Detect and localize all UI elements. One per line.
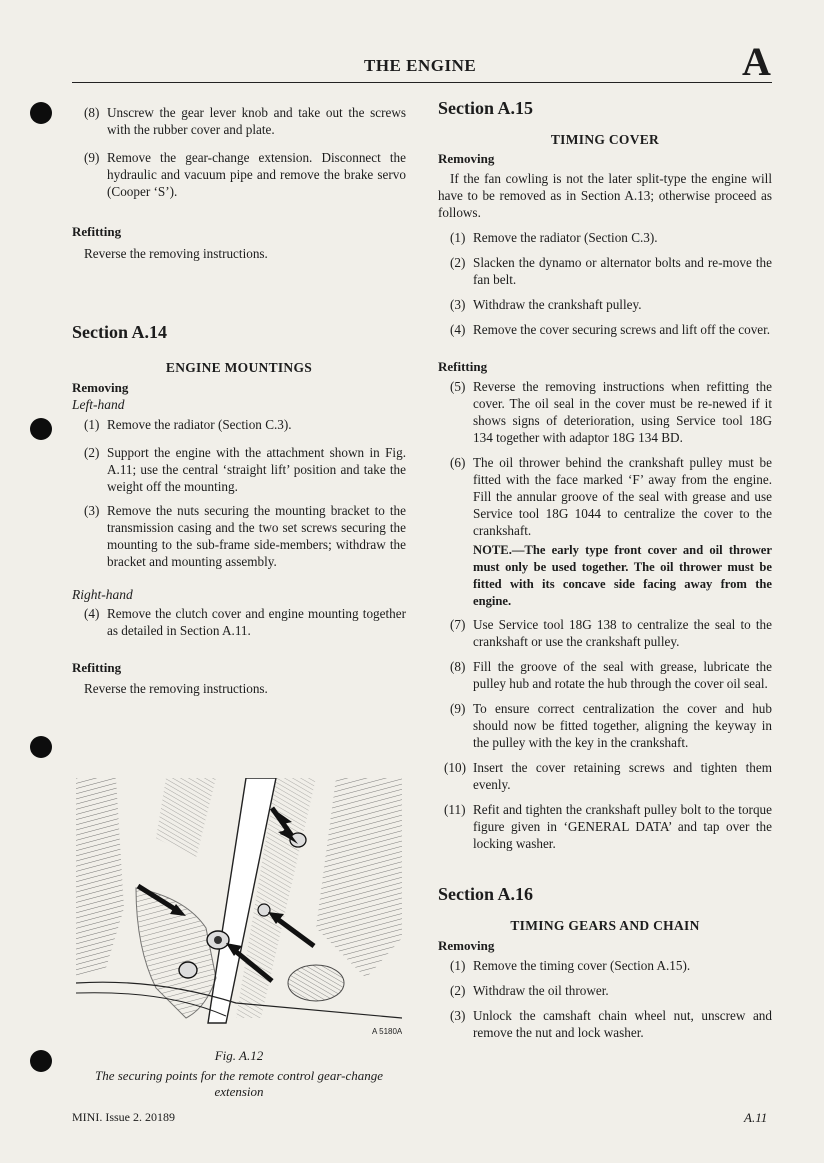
section-subtitle: TIMING COVER [550, 132, 660, 147]
note-paragraph: NOTE.—The early type front cover and oil thrower must only be used together. The oil thrower must be fitted with its concave side facing away from the engine. [473, 543, 772, 608]
section-title-a14: Section A.14 [72, 322, 168, 342]
left-column [72, 100, 406, 697]
step-item [438, 454, 772, 539]
step-text: Fill the groove of the seal with grease, lubricate the pulley hub and rotate the hub through the cover oil seal. [473, 659, 772, 691]
step-text: Slacken the dynamo or alternator bolts and re-move the fan belt. [473, 255, 772, 287]
chapter-letter: A [742, 39, 771, 84]
section-title-a16: Section A.16 [438, 884, 534, 904]
step-number: (11) [444, 802, 466, 817]
step-number: (3) [84, 503, 100, 518]
step-number: (3) [450, 297, 466, 312]
step-text: Reverse the removing instructions when refitting the cover. The oil seal in the cover must be re-newed if it shows signs of deterioration, using Service tool 18G 134 together with adaptor 18G 134 BD. [473, 379, 772, 445]
step-text: Remove the radiator (Section C.3). [107, 417, 292, 432]
step-text: Insert the cover retaining screws and tighten them evenly. [473, 760, 772, 792]
intro-paragraph: If the fan cowling is not the later split-type the engine will have to be removed as in Section A.13; otherwise proceed as follows. [438, 171, 772, 220]
step-number: (2) [450, 983, 466, 998]
step-item [438, 759, 772, 793]
figure-label: Fig. A.12 [214, 1048, 264, 1063]
step-number: (4) [450, 322, 466, 337]
step-item [438, 658, 772, 692]
section-title-a15: Section A.15 [438, 98, 534, 118]
step-text: Remove the radiator (Section C.3). [473, 230, 658, 245]
removing-heading: Removing [72, 380, 129, 395]
step-text: Remove the clutch cover and engine mounting together as detailed in Section A.11. [107, 606, 406, 638]
step-text: Refit and tighten the crankshaft pulley bolt to the torque figure given in ‘GENERAL DATA’ and tap over the locking washer. [473, 802, 772, 851]
step-number: (7) [450, 617, 466, 632]
step-item [438, 616, 772, 650]
step-number: (3) [450, 1008, 466, 1023]
binder-hole-icon [30, 102, 52, 124]
footer-issue: MINI. Issue 2. 20189 [72, 1110, 175, 1124]
step-text: Remove the cover securing screws and lift off the cover. [473, 322, 771, 337]
step-item [72, 502, 406, 570]
binder-hole-icon [30, 736, 52, 758]
step-item [72, 416, 406, 433]
binder-hole-icon [30, 418, 52, 440]
step-item [438, 229, 772, 246]
step-item [72, 444, 406, 495]
step-number: (5) [450, 379, 466, 394]
step-number: (8) [450, 659, 466, 674]
step-text: Remove the timing cover (Section A.15). [473, 958, 691, 973]
figure-caption-block [72, 1048, 406, 1100]
left-hand-heading: Left-hand [72, 397, 125, 412]
section-subtitle: TIMING GEARS AND CHAIN [510, 918, 700, 933]
step-item [72, 605, 406, 639]
step-number: (9) [450, 701, 466, 716]
step-item [438, 296, 772, 313]
figure-caption: The securing points for the remote control gear-change extension [95, 1068, 383, 1099]
right-hand-heading: Right-hand [72, 587, 133, 602]
step-number: (4) [84, 606, 100, 621]
step-text: Withdraw the oil thrower. [473, 983, 609, 998]
step-text: Support the engine with the attachment shown in Fig. A.11; use the central ‘straight lift’ position and take the weight off the mounting. [107, 445, 406, 494]
refitting-text: Reverse the removing instructions. [84, 246, 268, 261]
footer-page-number: A.11 [744, 1110, 768, 1125]
step-item [438, 254, 772, 288]
step-text: To ensure correct centralization the cover and hub should now be fitted together, aligning the keyway in the pulley with the key in the crankshaft. [473, 701, 772, 750]
refitting-heading: Refitting [438, 359, 488, 374]
binder-hole-icon [30, 1050, 52, 1072]
step-item [438, 378, 772, 446]
step-item [438, 957, 772, 974]
step-number: (1) [450, 958, 466, 973]
header-rule [72, 82, 772, 83]
step-number: (1) [450, 230, 466, 245]
figure-a12-illustration [76, 778, 402, 1036]
step-item [438, 321, 772, 338]
step-number: (1) [84, 417, 100, 432]
refitting-heading: Refitting [72, 660, 122, 675]
right-column [438, 100, 772, 1041]
step-item [438, 801, 772, 852]
step-text: Unscrew the gear lever knob and take out the screws with the rubber cover and plate. [107, 105, 406, 137]
step-number: (6) [450, 455, 466, 470]
section-subtitle: ENGINE MOUNTINGS [165, 360, 313, 375]
step-text: Use Service tool 18G 138 to centralize the seal to the crankshaft or use the crankshaft pulley. [473, 617, 772, 649]
removing-heading: Removing [438, 151, 495, 166]
step-number: (8) [84, 105, 100, 120]
step-text: Remove the nuts securing the mounting bracket to the transmission casing and the two set screws securing the mounting to the sub-frame side-members; withdraw the bracket and mounting assembly. [107, 503, 406, 569]
page-header-title: THE ENGINE [364, 56, 477, 75]
figure-reference: A 5180A [372, 1027, 402, 1036]
removing-heading: Removing [438, 938, 495, 953]
refitting-text: Reverse the removing instructions. [84, 681, 268, 696]
step-item [72, 149, 406, 200]
refitting-heading: Refitting [72, 224, 122, 239]
step-text: Remove the gear-change extension. Disconnect the hydraulic and vacuum pipe and remove the brake servo (Cooper ‘S’). [107, 150, 406, 199]
step-text: The oil thrower behind the crankshaft pulley must be fitted with the face marked ‘F’ away from the engine. Fill the annular groove of the seal with grease and use Service tool 18G 1044 to centralize the cover to the crankshaft. [473, 455, 772, 538]
step-item [438, 700, 772, 751]
step-item [72, 104, 406, 138]
step-number: (2) [450, 255, 466, 270]
step-text: Withdraw the crankshaft pulley. [473, 297, 642, 312]
step-item [438, 982, 772, 999]
step-number: (10) [444, 760, 466, 775]
step-number: (9) [84, 150, 100, 165]
step-item [438, 1007, 772, 1041]
step-number: (2) [84, 445, 100, 460]
step-text: Unlock the camshaft chain wheel nut, unscrew and remove the nut and lock washer. [473, 1008, 772, 1040]
